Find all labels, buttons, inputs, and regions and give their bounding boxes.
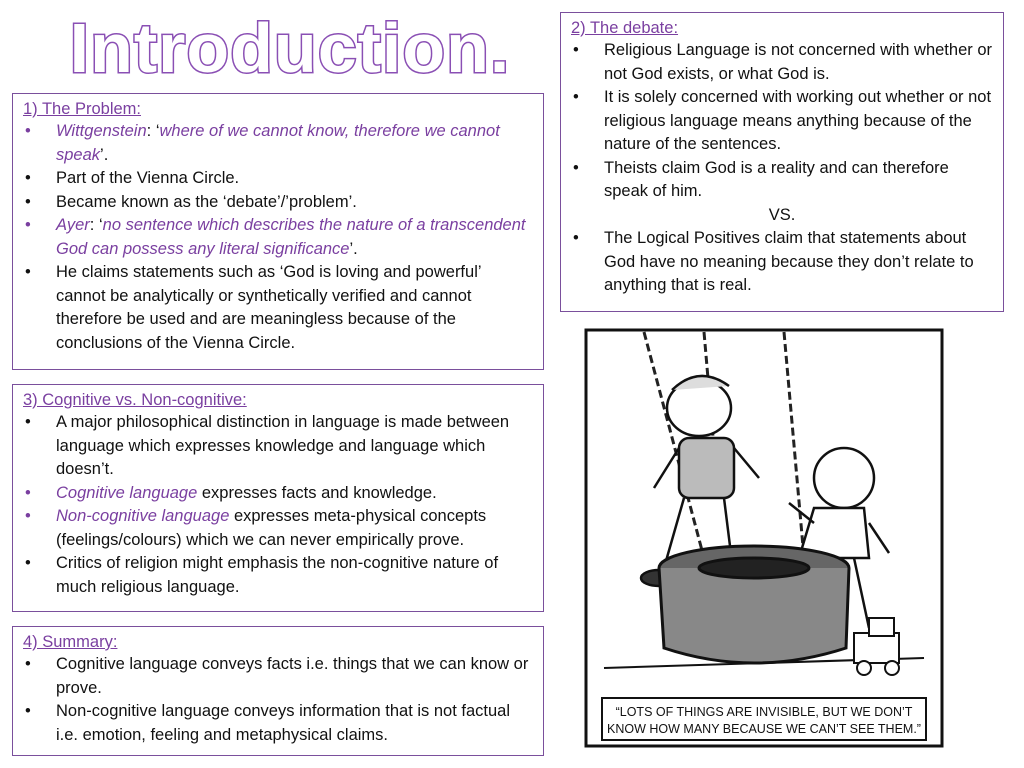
- list-item: • Critics of religion might emphasis the non-cognitive nature of much religious language.: [23, 552, 533, 599]
- debate-box: [560, 12, 1004, 312]
- list-item: • The Logical Positives claim that statements about God have no meaning because they don’t relate to anything that is real.: [571, 227, 993, 298]
- caption-line-2: KNOW HOW MANY BECAUSE WE CAN’T SEE THEM.”: [607, 722, 921, 736]
- tire-swing-icon: [659, 546, 849, 663]
- non-cognitive-desc: expresses meta-physical concepts (feelings/colours) which we can never empirically prove.: [56, 507, 487, 549]
- list-item: [23, 482, 533, 506]
- cartoon-illustration: [584, 328, 944, 748]
- list-item: • Theists claim God is a reality and can therefore speak of him.: [571, 157, 993, 204]
- cognitive-desc: expresses facts and knowledge.: [197, 483, 437, 502]
- list-item: • Non-cognitive language conveys information that is not factual i.e. emotion, feeling and metaphysical claims.: [23, 700, 533, 747]
- wittgenstein-quote: where of we cannot know, therefore we cannot speak: [56, 122, 500, 164]
- quote-open: : ‘: [89, 216, 103, 234]
- quote-close: ’.: [349, 239, 358, 258]
- vs-label: VS.: [768, 205, 796, 224]
- quote-open: : ‘: [146, 122, 160, 140]
- list-item: [23, 120, 533, 167]
- debate-heading: 2) The debate:: [571, 19, 679, 37]
- list-item: • Religious Language is not concerned with whether or not God exists, or what God is.: [571, 39, 993, 86]
- ayer-name: Ayer: [56, 216, 90, 234]
- list-item: • It is solely concerned with working out whether or not religious language means anything because of the nature of the sentences.: [571, 86, 993, 157]
- list-item: • He claims statements such as ‘God is loving and powerful’ cannot be analytically or synthetically verified and cannot therefore be used and are meaningless because of the conclusions of the Vienna Circle.: [23, 261, 533, 355]
- list-item: [23, 214, 533, 261]
- cognitive-term: Cognitive language: [56, 483, 198, 502]
- problem-heading: 1) The Problem:: [23, 100, 141, 118]
- ayer-quote: no sentence which describes the nature of a transcendent God can possess any literal significance: [56, 216, 526, 258]
- cognitive-box: [12, 384, 544, 612]
- list-item: • Cognitive language conveys facts i.e. things that we can know or prove.: [23, 653, 533, 700]
- list-item: • Part of the Vienna Circle.: [23, 167, 533, 191]
- wittgenstein-name: Wittgenstein: [56, 122, 147, 140]
- list-item: • A major philosophical distinction in language is made between language which expresses knowledge and language which doesn’t.: [23, 411, 533, 482]
- problem-box: [12, 93, 544, 370]
- list-item: [23, 505, 533, 552]
- page-title-text: Introduction.: [70, 9, 510, 86]
- summary-heading: 4) Summary:: [23, 633, 118, 651]
- quote-close: ’.: [100, 145, 109, 164]
- caption-line-1: “LOTS OF THINGS ARE INVISIBLE, BUT WE DON’T: [615, 705, 913, 719]
- list-item: • Became known as the ‘debate’/’problem’.: [23, 191, 533, 215]
- non-cognitive-term: Non-cognitive language: [56, 507, 230, 525]
- summary-box: [12, 626, 544, 756]
- cognitive-heading: 3) Cognitive vs. Non-cognitive:: [23, 391, 247, 409]
- page-title: [70, 6, 510, 86]
